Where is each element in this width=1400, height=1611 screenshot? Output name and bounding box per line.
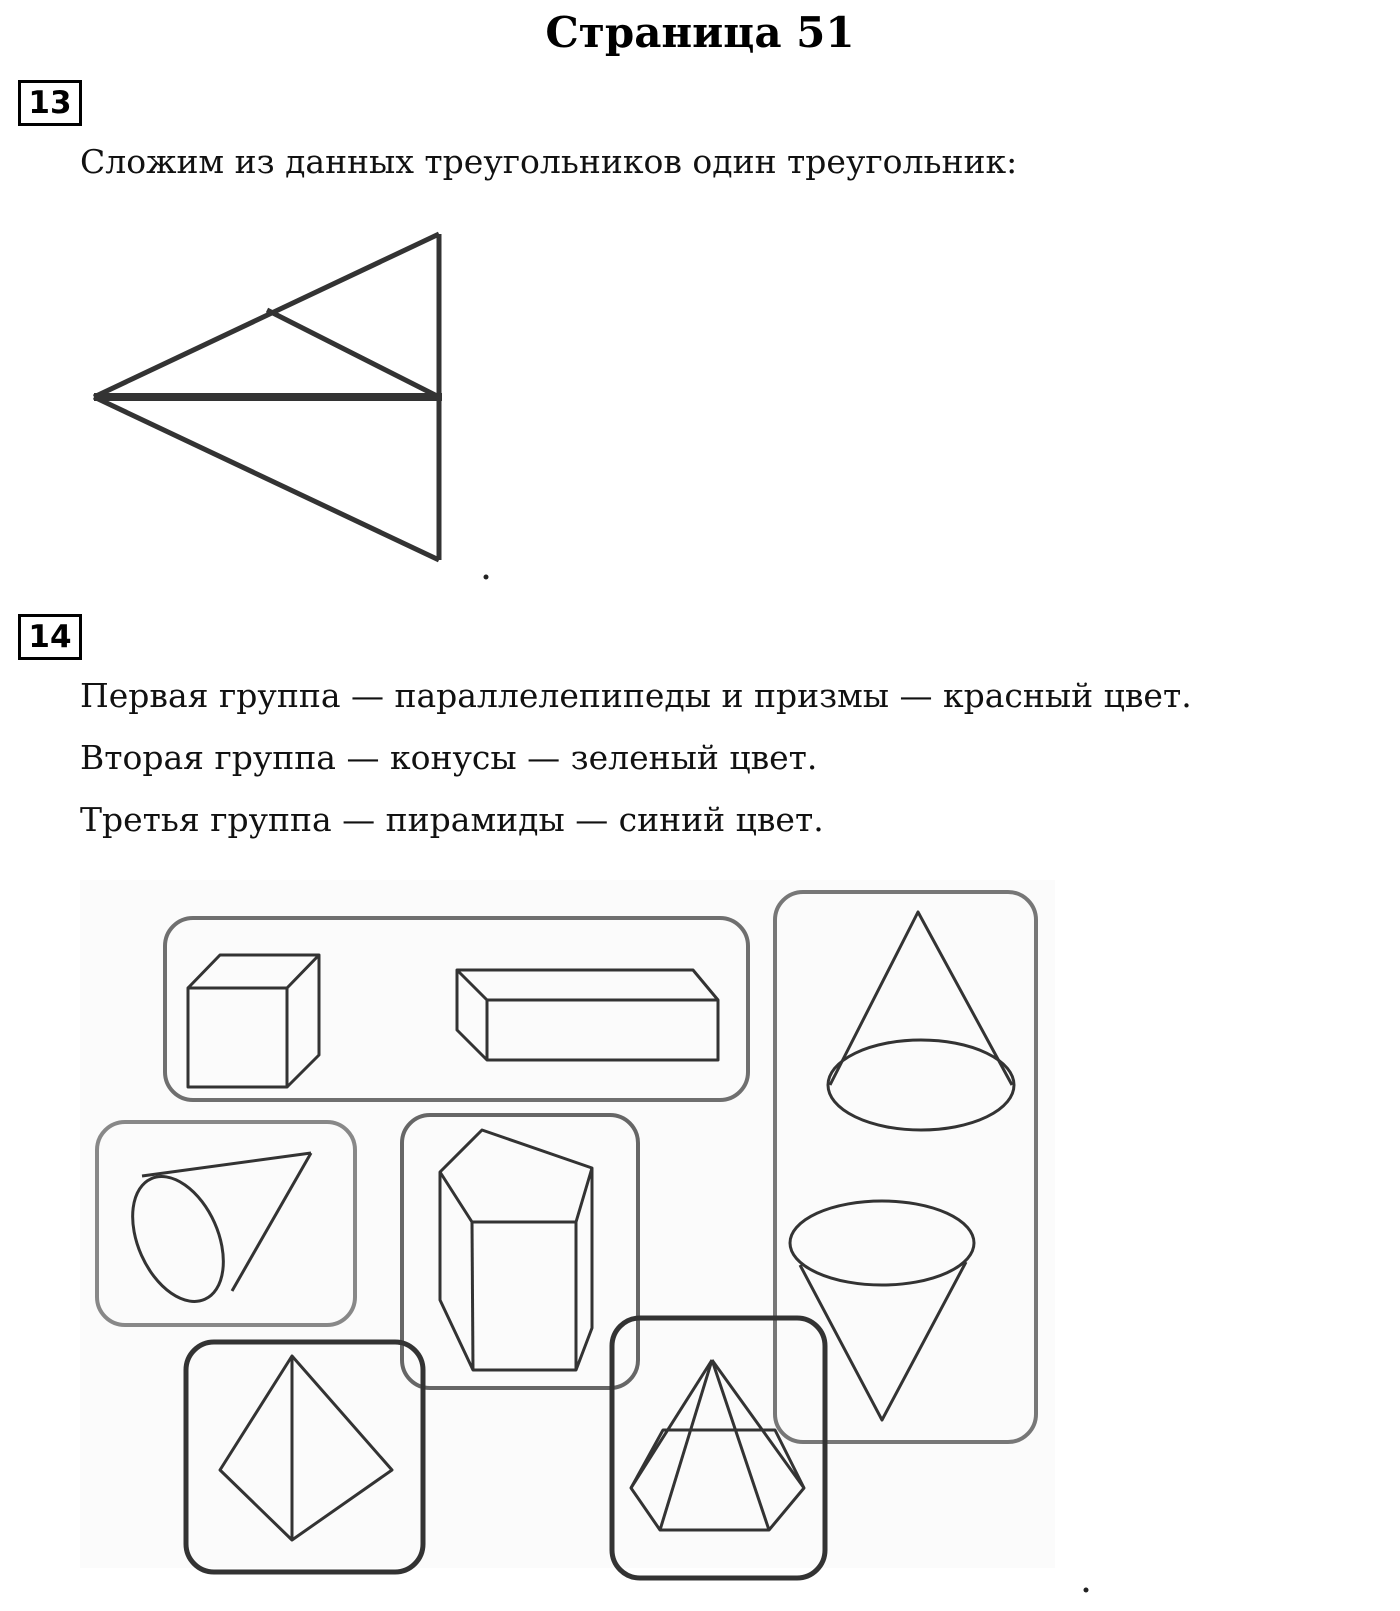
composed-triangle-figure [80, 220, 500, 590]
dot [484, 575, 489, 580]
solids-grouping-figure [0, 880, 1400, 1611]
task-14-line-1: Первая группа — параллелепипеды и призмы — красный цвет. [80, 676, 1192, 715]
task-14-number: 14 [18, 614, 82, 660]
task-13-number: 13 [18, 80, 82, 126]
triangle-edge [267, 310, 439, 397]
task-13-text: Сложим из данных треугольников один треугольник: [80, 142, 1018, 181]
task-14-line-3: Третья группа — пирамиды — синий цвет. [80, 800, 824, 839]
dot [1084, 1588, 1089, 1593]
task-14-line-2: Вторая группа — конусы — зеленый цвет. [80, 738, 818, 777]
triangle-edge [94, 397, 439, 560]
page-title: Страница 51 [545, 8, 855, 57]
